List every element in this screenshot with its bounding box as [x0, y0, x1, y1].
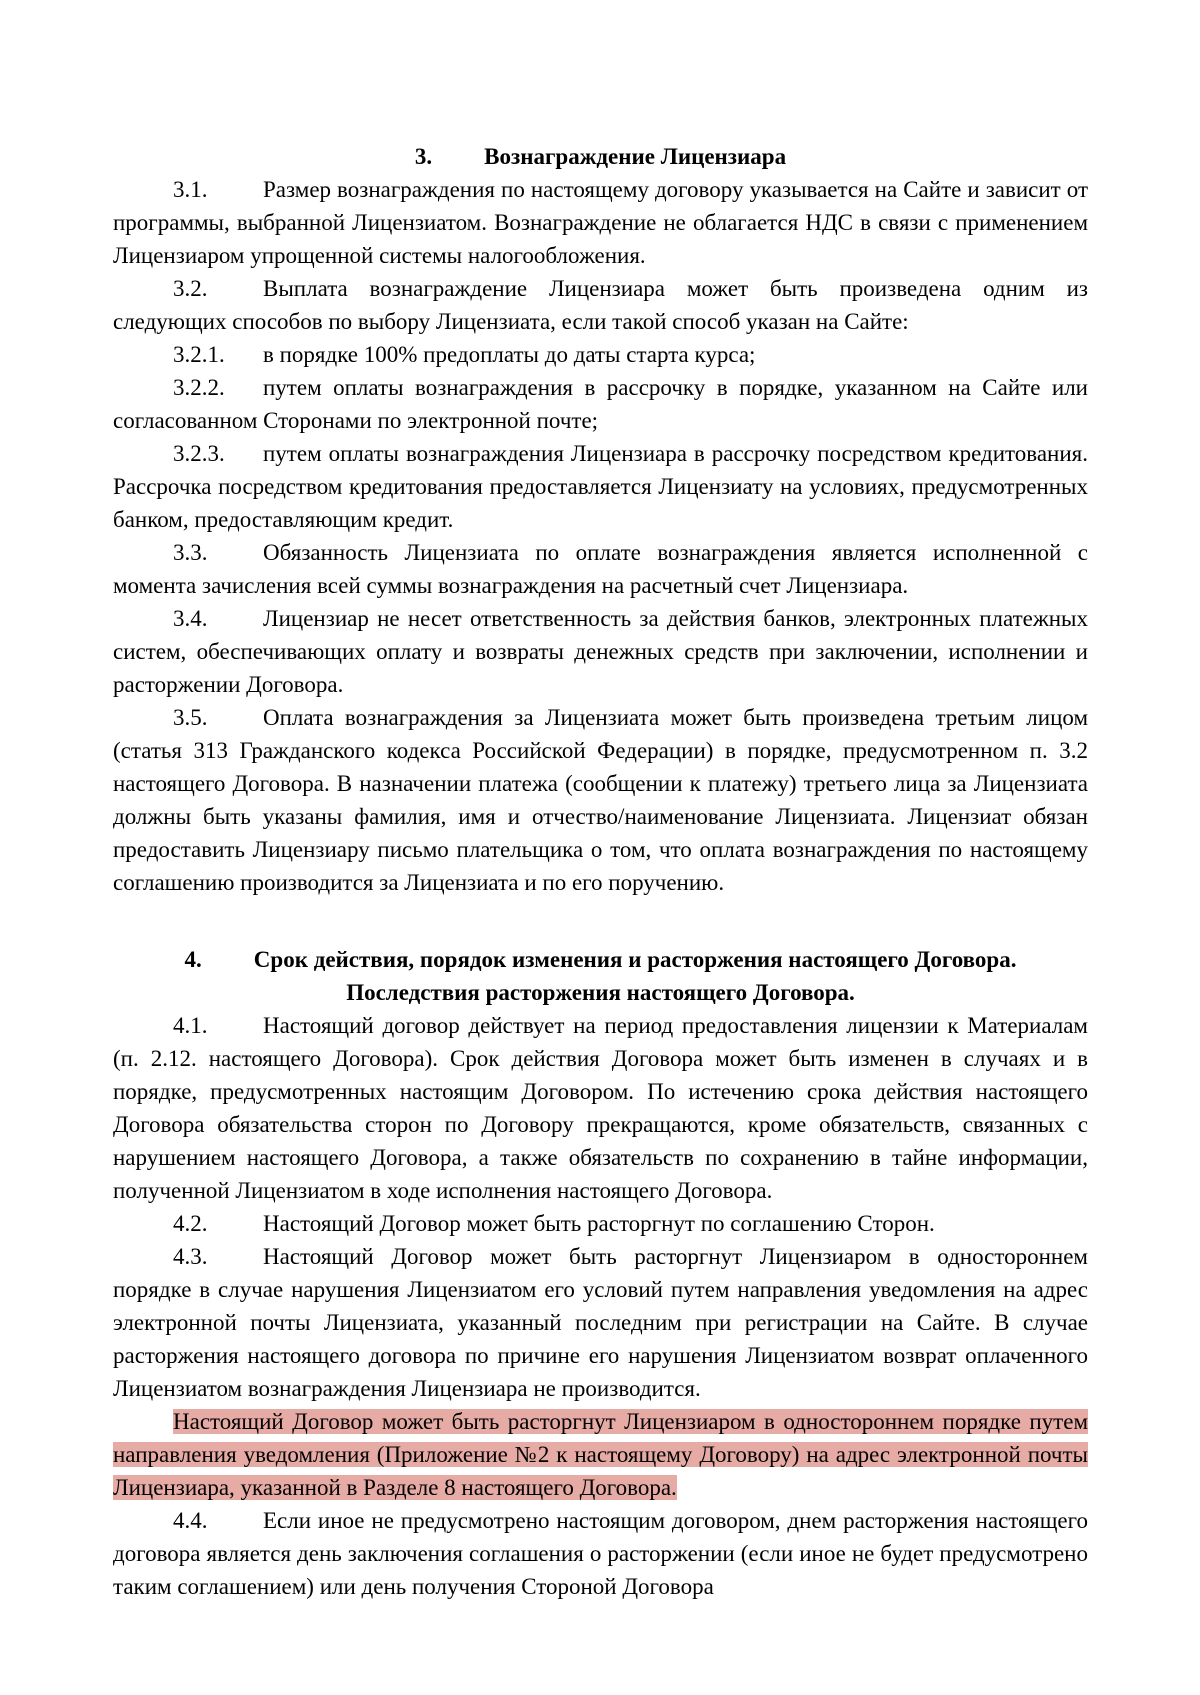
- clause-number-4-2: 4.2.: [173, 1211, 208, 1236]
- clause-number-4-4: 4.4.: [173, 1508, 208, 1533]
- clause-text-3-2-3: путем оплаты вознаграждения Лицензиара в рассрочку посредством кредитования. Рассрочка посредством кредитования предоставляется Лицензиату на условиях, предусмотренных банком, предоставляющим кредит.: [113, 441, 1088, 532]
- paragraph-4-3: [113, 1240, 1088, 1405]
- section-3-number: 3.: [414, 144, 433, 169]
- section-4-title-line2: Последствия расторжения настоящего Договора.: [346, 980, 855, 1005]
- highlighted-text: Настоящий Договор может быть расторгнут Лицензиаром в одностороннем порядке путем направления уведомления (Приложение №2 к настоящему Договору) на адрес электронной почты Лицензиара, указанной в Разделе 8 настоящего Договора.: [113, 1409, 1088, 1500]
- paragraph-3-2-3: [113, 437, 1088, 536]
- clause-number-3-3: 3.3.: [173, 540, 208, 565]
- clause-number-3-2: 3.2.: [173, 276, 208, 301]
- clause-number-3-4: 3.4.: [173, 606, 208, 631]
- clause-text-3-4: Лицензиар не несет ответственность за действия банков, электронных платежных систем, обеспечивающих оплату и возвраты денежных средств при заключении, исполнении и расторжении Договора.: [113, 606, 1088, 697]
- paragraph-4-2: [113, 1207, 1088, 1240]
- clause-text-4-2: Настоящий Договор может быть расторгнут по соглашению Сторон.: [263, 1211, 935, 1236]
- clause-number-3-2-3: 3.2.3.: [173, 441, 225, 466]
- section-4-title-line1: Срок действия, порядок изменения и расторжения настоящего Договора.: [253, 947, 1017, 972]
- section-4-number: 4.: [184, 947, 202, 972]
- clause-text-4-4: Если иное не предусмотрено настоящим договором, днем расторжения настоящего договора является день заключения соглашения о расторжении (если иное не будет предусмотрено таким соглашением) или день получения Стороной Договора: [113, 1508, 1088, 1599]
- paragraph-3-2-1: [113, 338, 1088, 371]
- section-4-heading: [113, 943, 1088, 1009]
- clause-number-4-3: 4.3.: [173, 1244, 208, 1269]
- clause-number-3-2-2: 3.2.2.: [173, 375, 225, 400]
- paragraph-4-4: [113, 1504, 1088, 1603]
- paragraph-3-3: [113, 536, 1088, 602]
- clause-text-4-3: Настоящий Договор может быть расторгнут Лицензиаром в одностороннем порядке в случае нарушения Лицензиатом его условий путем направления уведомления на адрес электронной почты Лицензиата, указанный последним при регистрации на Сайте. В случае расторжения настоящего договора по причине его нарушения Лицензиатом возврат оплаченного Лицензиатом вознаграждения Лицензиара не производится.: [113, 1244, 1088, 1401]
- clause-text-3-2-1: в порядке 100% предоплаты до даты старта курса;: [263, 342, 756, 367]
- section-3-title: Вознаграждение Лицензиара: [484, 144, 787, 169]
- clause-number-4-1: 4.1.: [173, 1013, 208, 1038]
- highlighted-paragraph: [113, 1405, 1088, 1504]
- clause-number-3-1: 3.1.: [173, 177, 208, 202]
- clause-text-3-2-2: путем оплаты вознаграждения в рассрочку в порядке, указанном на Сайте или согласованном Сторонами по электронной почте;: [113, 375, 1088, 433]
- section-3-heading: [113, 140, 1088, 173]
- paragraph-3-2: [113, 272, 1088, 338]
- paragraph-4-1: [113, 1009, 1088, 1207]
- paragraph-3-5: [113, 701, 1088, 899]
- clause-text-4-1: Настоящий договор действует на период предоставления лицензии к Материалам (п. 2.12. настоящего Договора). Срок действия Договора может быть изменен в случаях и в порядке, предусмотренных настоящим Договором. По истечению срока действия настоящего Договора обязательства сторон по Договору прекращаются, кроме обязательств, связанных с нарушением настоящего Договора, а также обязательств по сохранению в тайне информации, полученной Лицензиатом в ходе исполнения настоящего Договора.: [113, 1013, 1088, 1203]
- paragraph-3-4: [113, 602, 1088, 701]
- clause-number-3-5: 3.5.: [173, 705, 208, 730]
- clause-text-3-3: Обязанность Лицензиата по оплате вознаграждения является исполненной с момента зачисления всей суммы вознаграждения на расчетный счет Лицензиара.: [113, 540, 1088, 598]
- clause-text-3-1: Размер вознаграждения по настоящему договору указывается на Сайте и зависит от программы, выбранной Лицензиатом. Вознаграждение не облагается НДС в связи с применением Лицензиаром упрощенной системы налогообложения.: [113, 177, 1088, 268]
- paragraph-3-1: [113, 173, 1088, 272]
- clause-text-3-2: Выплата вознаграждение Лицензиара может быть произведена одним из следующих способов по выбору Лицензиата, если такой способ указан на Сайте:: [113, 276, 1088, 334]
- clause-number-3-2-1: 3.2.1.: [173, 342, 225, 367]
- clause-text-3-5: Оплата вознаграждения за Лицензиата может быть произведена третьим лицом (статья 313 Гражданского кодекса Российской Федерации) в порядке, предусмотренном п. 3.2 настоящего Договора. В назначении платежа (сообщении к платежу) третьего лица за Лицензиата должны быть указаны фамилия, имя и отчество/наименование Лицензиата. Лицензиат обязан предоставить Лицензиару письмо плательщика о том, что оплата вознаграждения по настоящему соглашению производится за Лицензиата и по его поручению.: [113, 705, 1088, 895]
- paragraph-3-2-2: [113, 371, 1088, 437]
